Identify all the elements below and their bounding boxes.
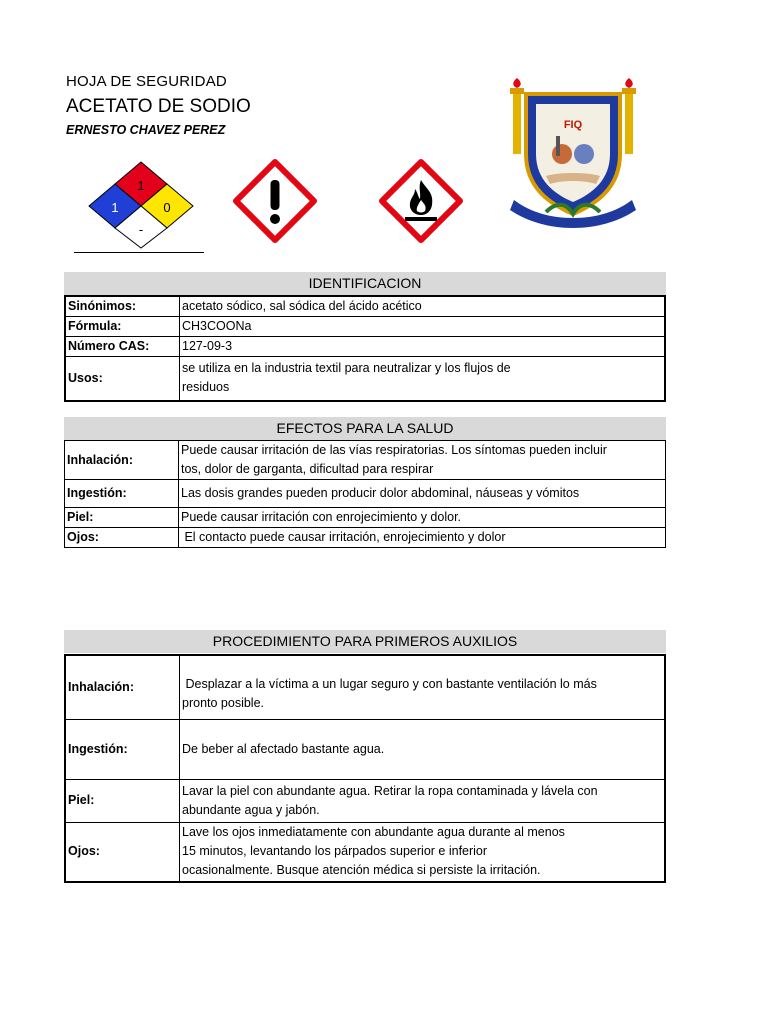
row-label: Ojos:: [65, 528, 179, 548]
row-label: Usos:: [65, 357, 180, 401]
table-row: [65, 357, 665, 401]
row-label: Número CAS:: [65, 337, 180, 357]
primeros-auxilios-table: [64, 654, 666, 883]
nfpa-diamond-icon: [86, 160, 198, 250]
table-row: [65, 508, 666, 528]
divider-line: [74, 252, 204, 253]
section-header-efectos: EFECTOS PARA LA SALUD: [64, 417, 666, 440]
row-label: Piel:: [65, 779, 180, 822]
efectos-table: [64, 440, 666, 548]
nfpa-reactivity-value: 0: [163, 200, 171, 215]
table-row: [65, 441, 666, 480]
identificacion-table: [64, 295, 666, 402]
exclamation-pictogram-icon: [232, 158, 318, 244]
row-label: Inhalación:: [65, 441, 179, 480]
row-value: Puede causar irritación de las vías respiratorias. Los síntomas pueden incluir tos, dolor de garganta, dificultad para respirar: [179, 441, 666, 480]
row-value: De beber al afectado bastante agua.: [180, 719, 666, 779]
section-header-primeros-auxilios: PROCEDIMIENTO PARA PRIMEROS AUXILIOS: [64, 630, 666, 653]
document-title: ACETATO DE SODIO: [66, 96, 251, 117]
row-value: El contacto puede causar irritación, enrojecimiento y dolor: [179, 528, 666, 548]
row-value: Lave los ojos inmediatamente con abundante agua durante al menos 15 minutos, levantando los párpados superior e inferior ocasionalmente. Busque atención médica si persiste la irritación.: [180, 822, 666, 882]
table-row: [65, 655, 665, 719]
row-label: Fórmula:: [65, 317, 180, 337]
row-value: CH3COONa: [180, 317, 666, 337]
nfpa-flammability-value: 1: [137, 178, 145, 193]
row-value: Puede causar irritación con enrojecimiento y dolor.: [179, 508, 666, 528]
table-row: [65, 480, 666, 508]
row-value: 127-09-3: [180, 337, 666, 357]
flame-pictogram-icon: [378, 158, 464, 244]
nfpa-special-value: -: [138, 222, 144, 237]
table-row: [65, 317, 665, 337]
row-label: Ingestión:: [65, 719, 180, 779]
row-label: Ojos:: [65, 822, 180, 882]
seal-text: FIQ: [563, 119, 583, 131]
row-label: Ingestión:: [65, 480, 179, 508]
row-value: Las dosis grandes pueden producir dolor abdominal, náuseas y vómitos: [179, 480, 666, 508]
table-row: [65, 719, 665, 779]
section-header-identificacion: IDENTIFICACION: [64, 272, 666, 295]
table-row: [65, 337, 665, 357]
document-label: HOJA DE SEGURIDAD: [66, 73, 227, 90]
document-author: ERNESTO CHAVEZ PEREZ: [66, 123, 226, 137]
row-value: Desplazar a la víctima a un lugar seguro y con bastante ventilación lo más pronto posible.: [180, 655, 666, 719]
row-label: Piel:: [65, 508, 179, 528]
table-row: [65, 528, 666, 548]
table-row: [65, 822, 665, 882]
row-value: se utiliza en la industria textil para neutralizar y los flujos de residuos: [180, 357, 666, 401]
row-label: Sinónimos:: [65, 296, 180, 317]
university-seal-icon: [496, 76, 650, 230]
row-value: acetato sódico, sal sódica del ácido acético: [180, 296, 666, 317]
nfpa-health-value: 1: [111, 200, 119, 215]
row-value: Lavar la piel con abundante agua. Retirar la ropa contaminada y lávela con abundante agua y jabón.: [180, 779, 666, 822]
row-label: Inhalación:: [65, 655, 180, 719]
table-row: [65, 779, 665, 822]
table-row: [65, 296, 665, 317]
